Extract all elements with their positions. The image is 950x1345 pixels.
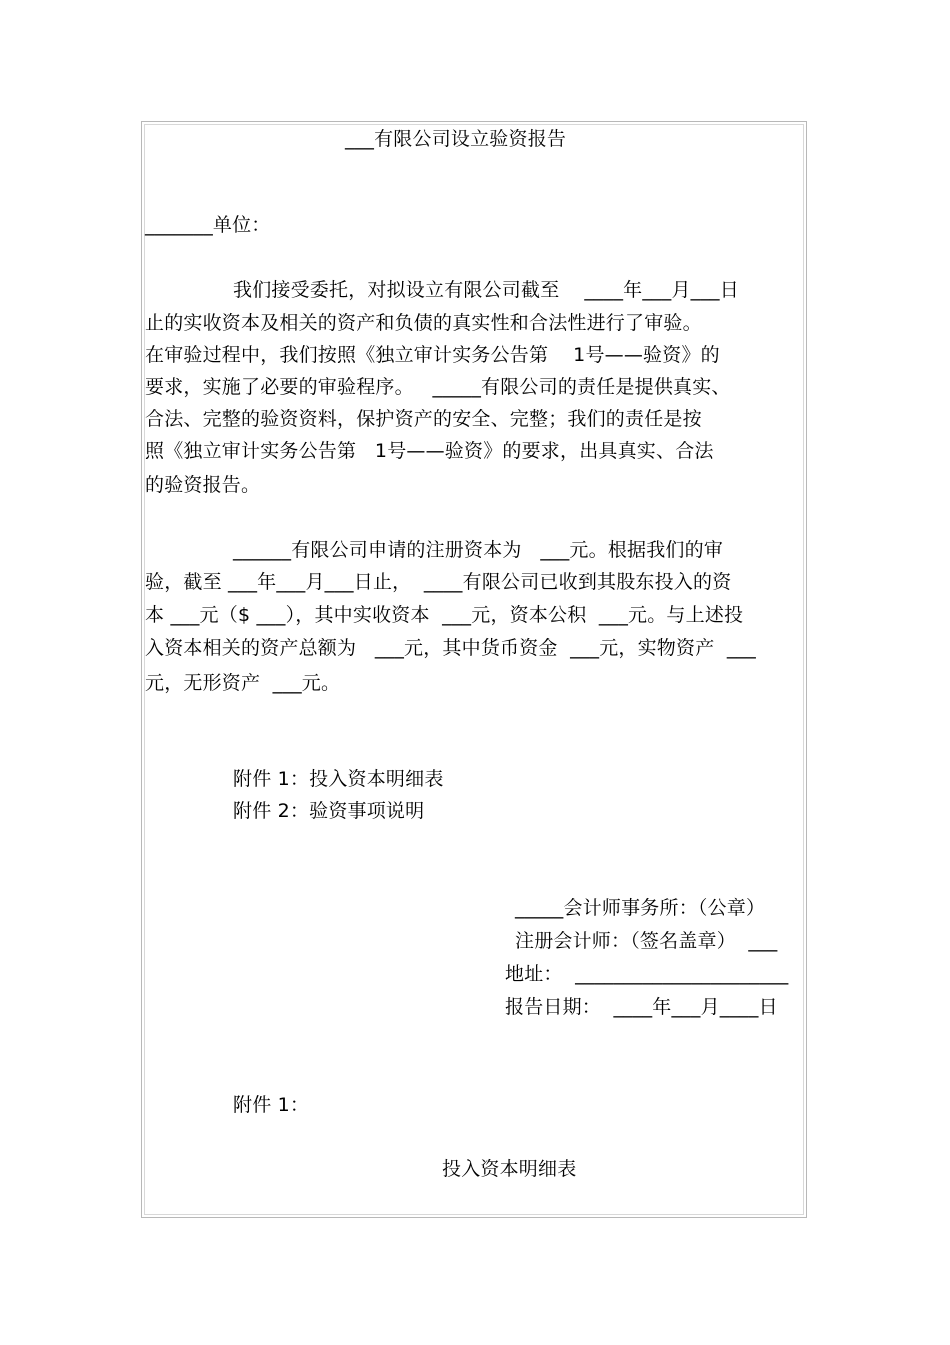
appendix-label: 附件 1：	[233, 1094, 310, 1116]
addressee-line: _______单位：	[145, 214, 271, 236]
paragraph-1-line-1: 我们接受委托，对拟设立有限公司截至 ____年___月___日	[233, 279, 739, 301]
paragraph-1-line-5: 合法、完整的验资资料，保护资产的安全、完整；我们的责任是按	[145, 408, 702, 430]
signature-report-date: 报告日期： ____年___月____日	[505, 996, 778, 1018]
signature-firm: _____会计师事务所：（公章）	[515, 897, 766, 919]
paragraph-2-line-1: ______有限公司申请的注册资本为 ___元。根据我们的审	[233, 539, 724, 561]
signature-cpa: 注册会计师：（签名盖章） ___	[515, 930, 778, 952]
paragraph-1-line-3: 在审验过程中，我们按照《独立审计实务公告第 1号——验资》的	[145, 344, 720, 366]
appendix-title: 投入资本明细表	[442, 1158, 577, 1180]
attachment-1: 附件 1：投入资本明细表	[233, 768, 444, 790]
paragraph-1-line-6: 照《独立审计实务公告第 1号——验资》的要求，出具真实、合法	[145, 440, 714, 462]
paragraph-1-line-7: 的验资报告。	[145, 474, 261, 496]
paragraph-2-line-5: 元，无形资产 ___元。	[145, 672, 341, 694]
paragraph-2-line-3: 本 ___元（$ ___），其中实收资本 ___元，资本公积 ___元。与上述投	[145, 604, 744, 626]
attachment-2: 附件 2：验资事项说明	[233, 800, 425, 822]
paragraph-2-line-2: 验，截至 ___年___月___日止， ____有限公司已收到其股东投入的资	[145, 571, 732, 593]
paragraph-1-line-4: 要求，实施了必要的审验程序。 _____有限公司的责任是提供真实、	[145, 376, 731, 398]
signature-address: 地址： ______________________	[505, 963, 789, 985]
document-title: ___有限公司设立验资报告	[345, 128, 567, 150]
paragraph-1-line-2: 止的实收资本及相关的资产和负债的真实性和合法性进行了审验。	[145, 312, 702, 334]
paragraph-2-line-4: 入资本相关的资产总额为 ___元，其中货币资金 ___元，实物资产 ___	[145, 637, 756, 659]
